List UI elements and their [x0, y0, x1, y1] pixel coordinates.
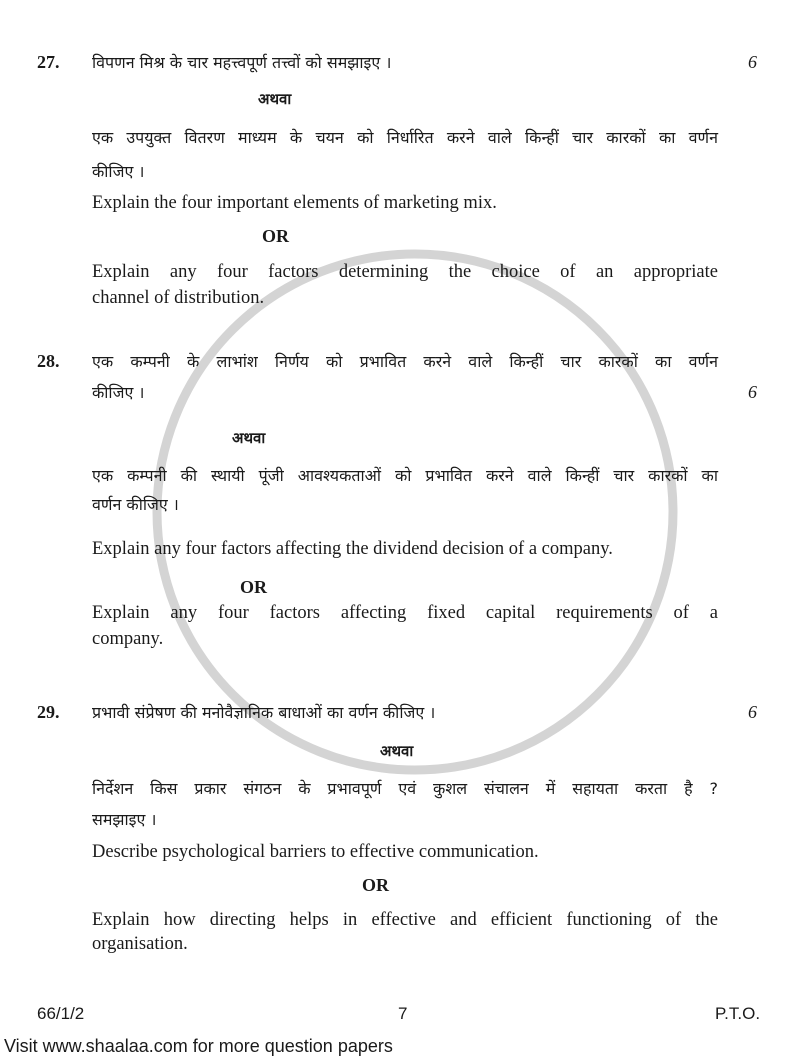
alt-question-hindi: एक उपयुक्त वितरण माध्यम के चयन को निर्धारित करने वाले किन्हीं चार कारकों का वर्णन: [92, 128, 718, 147]
alt-question-english: Explain any four factors determining the choice of an appropriate: [92, 262, 718, 282]
alt-question-hindi: वर्णन कीजिए ।: [92, 495, 179, 514]
question-hindi: प्रभावी संप्रेषण की मनोवैज्ञानिक बाधाओं का वर्णन कीजिए ।: [92, 703, 436, 722]
alt-question-hindi: कीजिए ।: [92, 162, 145, 181]
question-marks: 6: [748, 52, 757, 72]
question-english: Describe psychological barriers to effective communication.: [92, 842, 539, 862]
paper-code: 66/1/2: [37, 1004, 85, 1023]
visit-link[interactable]: Visit www.shaalaa.com for more question papers: [4, 1036, 393, 1056]
english-or-label: OR: [262, 226, 289, 246]
alt-question-english: Explain how directing helps in effective and efficient functioning of the: [92, 910, 718, 930]
hindi-or-label: अथवा: [258, 90, 292, 108]
page-number: 7: [398, 1004, 408, 1023]
pto-label: P.T.O.: [715, 1004, 761, 1023]
alt-question-hindi: एक कम्पनी की स्थायी पूंजी आवश्यकताओं को प्रभावित करने वाले किन्हीं चार कारकों का: [92, 466, 718, 485]
alt-question-hindi: समझाइए ।: [92, 810, 157, 829]
question-number: 29.: [37, 702, 60, 722]
question-english: Explain any four factors affecting the dividend decision of a company.: [92, 539, 613, 559]
question-hindi: विपणन मिश्र के चार महत्त्वपूर्ण तत्त्वों को समझाइए ।: [92, 53, 392, 72]
alt-question-hindi: निर्देशन किस प्रकार संगठन के प्रभावपूर्ण एवं कुशल संचालन में सहायता करता है ?: [92, 779, 718, 798]
question-number: 27.: [37, 52, 60, 72]
english-or-label: OR: [240, 577, 267, 597]
alt-question-english: organisation.: [92, 934, 188, 954]
question-marks: 6: [748, 382, 757, 402]
alt-question-english: Explain any four factors affecting fixed capital requirements of a: [92, 603, 718, 623]
hindi-or-label: अथवा: [380, 742, 414, 760]
question-hindi: एक कम्पनी के लाभांश निर्णय को प्रभावित करने वाले किन्हीं चार कारकों का वर्णन: [92, 352, 718, 371]
english-or-label: OR: [362, 875, 389, 895]
alt-question-english: channel of distribution.: [92, 288, 265, 308]
question-marks: 6: [748, 702, 757, 722]
question-number: 28.: [37, 351, 60, 371]
question-hindi: कीजिए ।: [92, 383, 145, 402]
question-english: Explain the four important elements of marketing mix.: [92, 193, 497, 213]
hindi-or-label: अथवा: [232, 429, 266, 447]
alt-question-english: company.: [92, 629, 164, 649]
